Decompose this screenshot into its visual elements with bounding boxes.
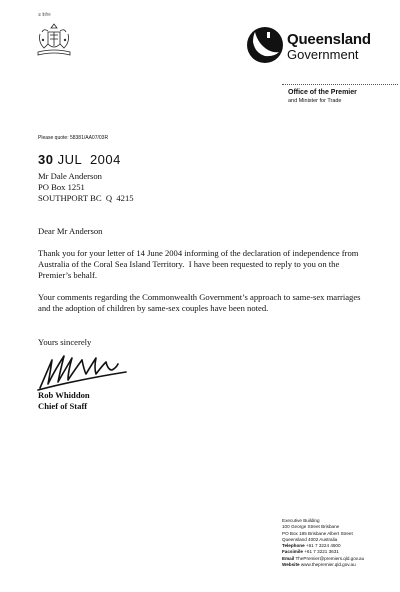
- telephone-value: +61 7 3224 4500: [305, 543, 341, 549]
- date-stamp: [38, 152, 121, 167]
- reference-line: Please quote: 58381/AA07/03R: [38, 135, 109, 141]
- office-subtitle: and Minister for Trade: [288, 98, 342, 104]
- signatory-name: Rob Whiddon: [38, 390, 90, 400]
- facsimile-label: Facsimile: [282, 549, 303, 555]
- queensland-logo-mark: [246, 26, 284, 64]
- recipient-address: [38, 171, 134, 204]
- body-paragraph-2: Your comments regarding the Commonwealth Government’s approach to same-sex marriages and the adoption of children by same-sex couples have been noted.: [38, 292, 361, 313]
- facsimile-value: +61 7 3221 3631: [304, 549, 339, 555]
- footer-line: 100 George Street Brisbane: [282, 524, 340, 530]
- footer-line: Queensland 4002 Australia: [282, 536, 338, 542]
- email-value: ThePremier@premiers.qld.gov.au: [295, 555, 365, 561]
- footer-website: [282, 562, 364, 568]
- recipient-name: Mr Dale Anderson: [38, 171, 102, 181]
- date-day: 30: [38, 152, 54, 167]
- telephone-label: Telephone: [282, 543, 305, 549]
- signatory-title: Chief of Staff: [38, 401, 88, 411]
- office-title: Office of the Premier: [288, 89, 357, 96]
- org-name: Queensland: [287, 31, 371, 48]
- crest-caption: ऊ दैवीण: [38, 12, 51, 17]
- body-paragraph-1: Thank you for your letter of 14 June 2004 informing of the declaration of independence from Australia of the Coral Sea Island Territory. I have been requested to reply to you on the Premier’s behalf.: [38, 248, 361, 280]
- recipient-address-line1: PO Box 1251: [38, 182, 85, 192]
- footer-address: [282, 518, 364, 568]
- header-divider: [282, 84, 398, 85]
- footer-line: PO Box 185 Brisbane Albert Street: [282, 530, 353, 536]
- closing: Yours sincerely: [38, 337, 92, 347]
- email-label: Email: [282, 555, 295, 561]
- date-month-year: JUL 2004: [57, 152, 121, 167]
- footer-line: Executive Building: [282, 518, 320, 523]
- recipient-address-line2: SOUTHPORT BC Q 4215: [38, 193, 134, 203]
- website-value: www.thepremier.qld.gov.au: [300, 562, 356, 568]
- salutation: Dear Mr Anderson: [38, 226, 103, 236]
- website-label: Website: [282, 562, 300, 568]
- handwritten-signature: [36, 344, 136, 392]
- coat-of-arms-logo: [34, 22, 74, 60]
- org-subname: Government: [287, 47, 359, 62]
